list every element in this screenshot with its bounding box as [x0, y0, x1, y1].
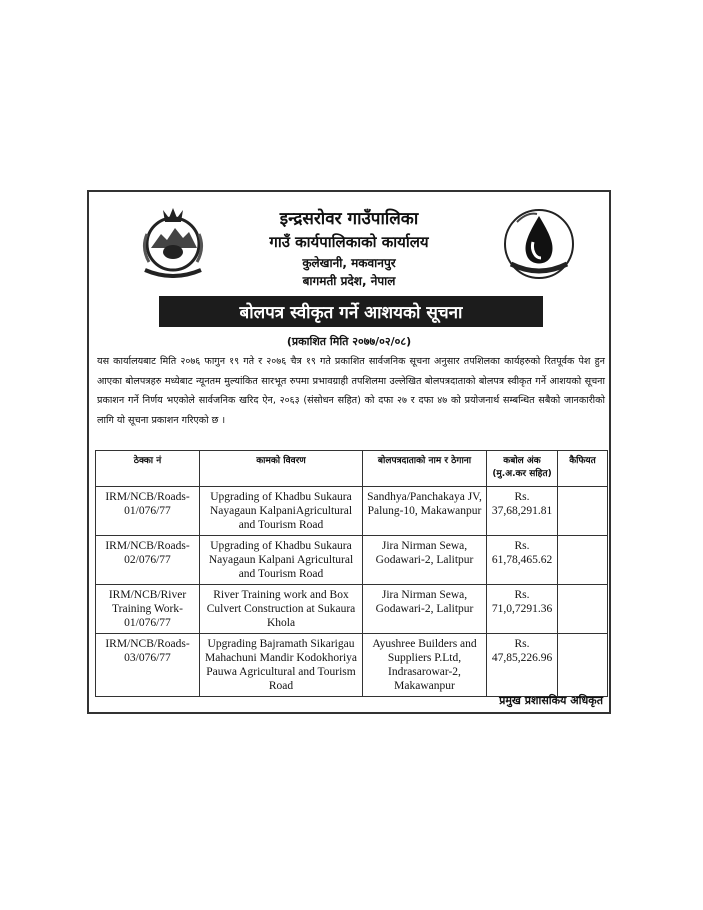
- office-subtitle: गाउँ कार्यपालिकाको कार्यालय: [269, 233, 429, 251]
- description-cell: Upgrading Bajramath Sikarigau Mahachuni Mandir Kodokhoriya Pauwa Agricultural and Tourism Road: [200, 634, 363, 697]
- notice-box: [87, 190, 611, 714]
- table-row: [96, 585, 608, 634]
- table-row: [96, 536, 608, 585]
- contract-no-cell: IRM/NCB/Roads-02/076/77: [96, 536, 200, 585]
- table-row: [96, 487, 608, 536]
- bid-table: [95, 450, 608, 697]
- table-row: [96, 634, 608, 697]
- header-description: कामको विवरण: [200, 451, 363, 487]
- remarks-cell: [558, 585, 608, 634]
- remarks-cell: [558, 536, 608, 585]
- publication-date: (प्रकाशित मिति २०७७/०२/०८): [286, 335, 412, 348]
- signature-title: प्रमुख प्रशासकिय अधिकृत: [499, 694, 603, 707]
- bidder-cell: Jira Nirman Sewa, Godawari-2, Lalitpur: [363, 585, 487, 634]
- description-cell: River Training work and Box Culvert Construction at Sukaura Khola: [200, 585, 363, 634]
- description-cell: Upgrading of Khadbu Sukaura Nayagaun KalpaniAgricultural and Tourism Road: [200, 487, 363, 536]
- remarks-cell: [558, 634, 608, 697]
- office-location: कुलेखानी, मकवानपुर: [302, 256, 396, 270]
- notice-body: यस कार्यालयबाट मिति २०७६ फागुन १९ गते र २०७६ चैत्र १९ गते प्रकाशित सार्वजनिक सूचना अनुसार तपशिलका कार्यहरुको रितपूर्वक पेश हुन आएका बोलपत्रहरु मध्येबाट न्यूनतम मुल्यांकित सारभूत रुपमा प्रभावग्राही तपशिलमा उल्लेखित बोलपत्रदाताको बोलपत्र स्वीकृत गर्ने आशयको सूचना प्रकाशन गर्ने निर्णय भएकोले सार्वजनिक खरिद ऐन, २०६३ (संसोधन सहित) को दफा २७ र दफा ४७ को प्रयोजनार्थ सम्बन्धित सबैको जानकारीको लागि यो सूचना प्रकाशन गरिएको छ ।: [97, 356, 605, 426]
- header-remarks: कैफियत: [558, 451, 608, 487]
- header-bidder: बोलपत्रदाताको नाम र ठेगाना: [363, 451, 487, 487]
- remarks-cell: [558, 487, 608, 536]
- amount-cell: Rs. 47,85,226.96: [487, 634, 558, 697]
- office-title: इन्द्रसरोवर गाउँपालिका: [279, 209, 419, 229]
- amount-cell: Rs. 71,0,7291.36: [487, 585, 558, 634]
- bidder-cell: Ayushree Builders and Suppliers P.Ltd, Indrasarowar-2, Makawanpur: [363, 634, 487, 697]
- contract-no-cell: IRM/NCB/Roads-01/076/77: [96, 487, 200, 536]
- bidder-cell: Jira Nirman Sewa, Godawari-2, Lalitpur: [363, 536, 487, 585]
- bidder-cell: Sandhya/Panchakaya JV, Palung-10, Makawanpur: [363, 487, 487, 536]
- amount-cell: Rs. 37,68,291.81: [487, 487, 558, 536]
- header-contract-no: ठेक्का नं: [96, 451, 200, 487]
- contract-no-cell: IRM/NCB/River Training Work-01/076/77: [96, 585, 200, 634]
- table-header-row: [96, 451, 608, 487]
- office-province: बागमती प्रदेश, नेपाल: [302, 274, 396, 288]
- description-cell: Upgrading of Khadbu Sukaura Nayagaun Kalpani Agricultural and Tourism Road: [200, 536, 363, 585]
- header-amount: कबोल अंक (मु.अ.कर सहित): [487, 451, 558, 487]
- contract-no-cell: IRM/NCB/Roads-03/076/77: [96, 634, 200, 697]
- notice-banner: बोलपत्र स्वीकृत गर्ने आशयको सूचना: [159, 296, 543, 327]
- amount-cell: Rs. 61,78,465.62: [487, 536, 558, 585]
